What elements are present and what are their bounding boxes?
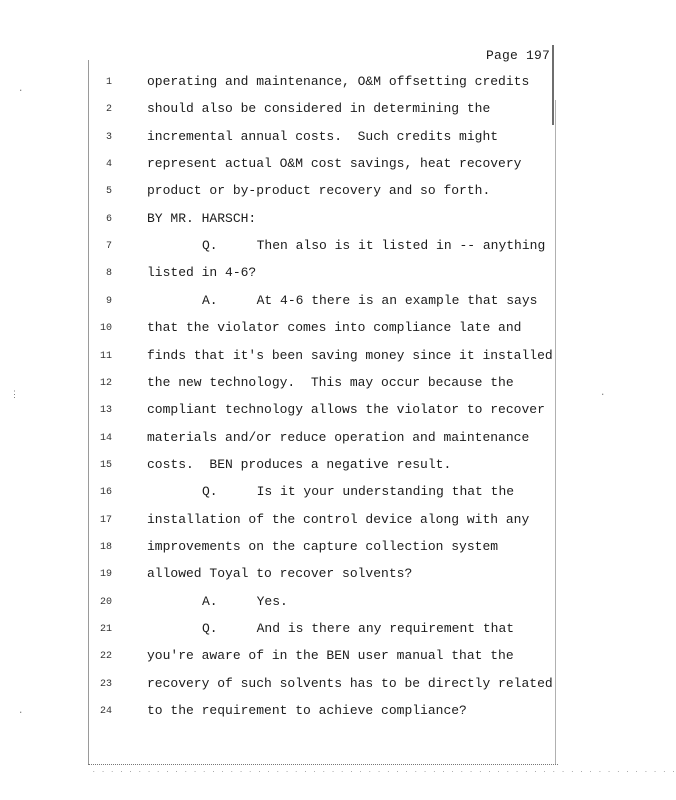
line-number: 21 bbox=[99, 624, 112, 635]
transcript-line bbox=[0, 74, 618, 96]
scan-speck: · bbox=[18, 708, 24, 718]
transcript-line bbox=[0, 621, 618, 643]
line-text: that the violator comes into compliance late and bbox=[147, 320, 522, 336]
transcript-line bbox=[0, 676, 618, 698]
line-number: 23 bbox=[99, 678, 112, 690]
transcript-line bbox=[0, 484, 618, 506]
transcript-line bbox=[0, 402, 618, 424]
transcript-line bbox=[0, 238, 618, 260]
line-text: should also be considered in determining the bbox=[147, 101, 491, 117]
scan-speck: · bbox=[18, 86, 24, 96]
transcript-line bbox=[0, 156, 618, 178]
line-text: you're aware of in the BEN user manual that the bbox=[147, 648, 514, 664]
line-text: to the requirement to achieve compliance? bbox=[147, 703, 467, 719]
line-number: 16 bbox=[99, 487, 112, 499]
line-text: installation of the control device along with any bbox=[147, 511, 530, 527]
line-number: 2 bbox=[105, 104, 112, 116]
line-number: 15 bbox=[99, 459, 112, 471]
page-number: Page 197 bbox=[485, 48, 550, 63]
line-number: 13 bbox=[99, 405, 112, 417]
line-text: A. Yes. bbox=[202, 593, 288, 609]
line-text: materials and/or reduce operation and maintenance bbox=[147, 429, 530, 445]
transcript-line bbox=[0, 539, 618, 561]
line-number: 9 bbox=[105, 295, 112, 307]
line-number: 6 bbox=[105, 213, 112, 225]
transcript-line bbox=[0, 183, 618, 205]
line-text: operating and maintenance, O&M offsetting credits bbox=[147, 74, 530, 89]
line-text: Q. And is there any requirement that bbox=[202, 621, 515, 636]
scan-speck: · bbox=[600, 390, 606, 400]
line-text: product or by-product recovery and so forth. bbox=[147, 183, 491, 199]
line-number: 5 bbox=[105, 186, 112, 198]
line-number: 10 bbox=[99, 323, 112, 335]
line-number: 4 bbox=[105, 159, 112, 171]
line-number: 7 bbox=[105, 241, 112, 253]
transcript-line bbox=[0, 348, 618, 370]
footer-rule bbox=[88, 764, 558, 766]
line-number: 24 bbox=[99, 706, 112, 718]
line-text: incremental annual costs. Such credits might bbox=[147, 128, 499, 144]
line-text: improvements on the capture collection system bbox=[147, 538, 499, 554]
transcript-line bbox=[0, 512, 618, 534]
transcript-line bbox=[0, 457, 618, 479]
line-text: costs. BEN produces a negative result. bbox=[147, 456, 452, 472]
line-text: Q. Is it your understanding that the bbox=[202, 484, 515, 500]
transcript-line bbox=[0, 211, 618, 233]
line-text: Q. Then also is it listed in -- anything bbox=[202, 238, 546, 254]
line-text: listed in 4-6? bbox=[147, 265, 257, 281]
transcript-line bbox=[0, 430, 618, 452]
line-number: 19 bbox=[99, 569, 112, 581]
line-text: compliant technology allows the violator to recover bbox=[147, 402, 545, 418]
transcript-line bbox=[0, 648, 618, 670]
line-text: allowed Toyal to recover solvents? bbox=[147, 566, 413, 582]
transcript-line bbox=[0, 566, 618, 588]
line-number: 11 bbox=[99, 350, 112, 362]
line-text: recovery of such solvents has to be directly related bbox=[147, 675, 553, 691]
footer-scan-noise: . . . . . . . . . . . . . . . . . . . . . . . . . . . . . . . . . . . . . . . . . . . . . . . . . . . . . . . . . . . . . . . . bbox=[92, 767, 676, 774]
line-number: 1 bbox=[105, 77, 112, 88]
line-text: finds that it's been saving money since it installed bbox=[147, 347, 553, 363]
transcript-line bbox=[0, 375, 618, 397]
line-text: represent actual O&M cost savings, heat recovery bbox=[147, 156, 522, 172]
transcript-line bbox=[0, 594, 618, 616]
scan-speck: ⋮ bbox=[10, 390, 19, 400]
line-number: 8 bbox=[105, 268, 112, 280]
transcript-line bbox=[0, 265, 618, 287]
line-number: 20 bbox=[99, 596, 112, 608]
transcript-line bbox=[0, 320, 618, 342]
line-number: 3 bbox=[105, 131, 112, 143]
line-number: 14 bbox=[99, 432, 112, 444]
line-text: BY MR. HARSCH: bbox=[147, 210, 257, 226]
transcript-line bbox=[0, 129, 618, 151]
line-number: 22 bbox=[99, 651, 112, 663]
transcript-line bbox=[0, 101, 618, 123]
transcript-line bbox=[0, 703, 618, 725]
transcript-line bbox=[0, 293, 618, 315]
line-text: A. At 4-6 there is an example that says bbox=[202, 292, 538, 308]
line-number: 17 bbox=[99, 514, 112, 526]
line-number: 12 bbox=[99, 377, 112, 389]
line-text: the new technology. This may occur because the bbox=[147, 374, 514, 390]
line-number: 18 bbox=[99, 541, 112, 553]
